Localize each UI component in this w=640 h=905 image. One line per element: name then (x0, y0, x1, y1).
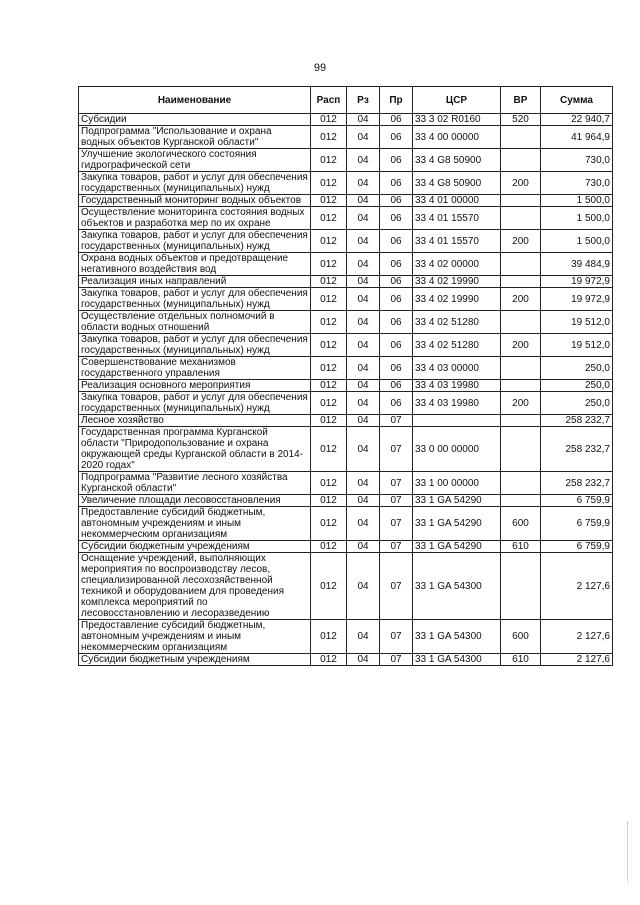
cell-rz: 04 (347, 311, 380, 334)
cell-rz: 04 (347, 620, 380, 654)
cell-sum: 6 759,9 (541, 495, 613, 507)
table-row (79, 553, 613, 620)
table-row (79, 357, 613, 380)
cell-pr: 07 (380, 495, 413, 507)
table-row (79, 507, 613, 541)
cell-rz: 04 (347, 472, 380, 495)
cell-rasp: 012 (311, 334, 347, 357)
cell-vr: 600 (501, 620, 541, 654)
cell-sum: 1 500,0 (541, 195, 613, 207)
cell-name: Осуществление отдельных полномочий в области водных отношений (79, 311, 311, 334)
cell-vr: 610 (501, 654, 541, 666)
cell-csr: 33 1 GA 54290 (413, 541, 501, 553)
cell-pr: 07 (380, 654, 413, 666)
cell-rz: 04 (347, 149, 380, 172)
table-row (79, 230, 613, 253)
cell-rz: 04 (347, 230, 380, 253)
table-row (79, 654, 613, 666)
cell-vr: 200 (501, 230, 541, 253)
cell-vr (501, 195, 541, 207)
cell-rz: 04 (347, 126, 380, 149)
header-vr: ВР (501, 87, 541, 114)
cell-rasp: 012 (311, 620, 347, 654)
cell-rz: 04 (347, 276, 380, 288)
cell-rz: 04 (347, 380, 380, 392)
header-rasp: Расп (311, 87, 347, 114)
cell-vr (501, 380, 541, 392)
cell-rasp: 012 (311, 172, 347, 195)
table-row (79, 114, 613, 126)
cell-rz: 04 (347, 553, 380, 620)
cell-vr: 600 (501, 507, 541, 541)
cell-pr: 06 (380, 392, 413, 415)
table-row (79, 334, 613, 357)
cell-csr: 33 4 01 00000 (413, 195, 501, 207)
cell-rz: 04 (347, 654, 380, 666)
cell-name: Совершенствование механизмов государственного управления (79, 357, 311, 380)
table-row (79, 288, 613, 311)
cell-rasp: 012 (311, 276, 347, 288)
cell-pr: 06 (380, 253, 413, 276)
header-name: Наименование (79, 87, 311, 114)
table-row (79, 149, 613, 172)
cell-sum: 2 127,6 (541, 553, 613, 620)
cell-csr: 33 1 GA 54300 (413, 553, 501, 620)
cell-name: Закупка товаров, работ и услуг для обеспечения государственных (муниципальных) нужд (79, 392, 311, 415)
cell-rasp: 012 (311, 114, 347, 126)
cell-name: Закупка товаров, работ и услуг для обеспечения государственных (муниципальных) нужд (79, 334, 311, 357)
cell-vr: 200 (501, 334, 541, 357)
cell-pr: 06 (380, 380, 413, 392)
cell-sum: 258 232,7 (541, 415, 613, 427)
cell-rasp: 012 (311, 357, 347, 380)
cell-csr: 33 4 02 19990 (413, 288, 501, 311)
cell-csr: 33 4 03 19980 (413, 392, 501, 415)
cell-rz: 04 (347, 195, 380, 207)
cell-pr: 06 (380, 288, 413, 311)
cell-name: Закупка товаров, работ и услуг для обеспечения государственных (муниципальных) нужд (79, 288, 311, 311)
cell-rasp: 012 (311, 507, 347, 541)
cell-csr: 33 0 00 00000 (413, 427, 501, 472)
table-row (79, 427, 613, 472)
cell-rz: 04 (347, 357, 380, 380)
cell-rz: 04 (347, 392, 380, 415)
cell-name: Улучшение экологического состояния гидрографической сети (79, 149, 311, 172)
cell-pr: 07 (380, 507, 413, 541)
cell-vr (501, 253, 541, 276)
cell-vr (501, 472, 541, 495)
cell-name: Субсидии бюджетным учреждениям (79, 541, 311, 553)
cell-csr: 33 4 01 15570 (413, 230, 501, 253)
cell-pr: 06 (380, 149, 413, 172)
cell-pr: 06 (380, 195, 413, 207)
cell-csr: 33 4 02 19990 (413, 276, 501, 288)
header-sum: Сумма (541, 87, 613, 114)
cell-rasp: 012 (311, 472, 347, 495)
table-row (79, 495, 613, 507)
cell-sum: 19 512,0 (541, 311, 613, 334)
cell-name: Субсидии бюджетным учреждениям (79, 654, 311, 666)
cell-csr (413, 415, 501, 427)
table-row (79, 541, 613, 553)
cell-vr: 200 (501, 172, 541, 195)
cell-sum: 41 964,9 (541, 126, 613, 149)
cell-csr: 33 4 G8 50900 (413, 172, 501, 195)
cell-rasp: 012 (311, 195, 347, 207)
cell-name: Предоставление субсидий бюджетным, автономным учреждениям и иным некоммерческим организациям (79, 620, 311, 654)
cell-sum: 250,0 (541, 380, 613, 392)
cell-rz: 04 (347, 507, 380, 541)
cell-vr (501, 149, 541, 172)
cell-name: Оснащение учреждений, выполняющих мероприятия по воспроизводству лесов, специализированной лесохозяйственной техникой и оборудованием для проведения комплекса мероприятий по лесовосстановлению и лесоразведению (79, 553, 311, 620)
table-row (79, 276, 613, 288)
cell-name: Государственный мониторинг водных объектов (79, 195, 311, 207)
cell-name: Увеличение площади лесовосстановления (79, 495, 311, 507)
scan-margin-mark (627, 822, 632, 882)
cell-name: Предоставление субсидий бюджетным, автономным учреждениям и иным некоммерческим организациям (79, 507, 311, 541)
cell-pr: 06 (380, 357, 413, 380)
cell-rasp: 012 (311, 495, 347, 507)
cell-pr: 06 (380, 276, 413, 288)
header-csr: ЦСР (413, 87, 501, 114)
cell-sum: 250,0 (541, 392, 613, 415)
table-row (79, 172, 613, 195)
cell-rasp: 012 (311, 541, 347, 553)
cell-csr: 33 1 GA 54300 (413, 620, 501, 654)
cell-vr (501, 427, 541, 472)
table-row (79, 380, 613, 392)
cell-pr: 06 (380, 311, 413, 334)
cell-sum: 1 500,0 (541, 230, 613, 253)
cell-name: Закупка товаров, работ и услуг для обеспечения государственных (муниципальных) нужд (79, 172, 311, 195)
table-header-row (79, 87, 613, 114)
cell-csr: 33 4 00 00000 (413, 126, 501, 149)
cell-csr: 33 4 02 51280 (413, 334, 501, 357)
cell-name: Закупка товаров, работ и услуг для обеспечения государственных (муниципальных) нужд (79, 230, 311, 253)
cell-pr: 07 (380, 541, 413, 553)
cell-name: Подпрограмма "Использование и охрана водных объектов Курганской области" (79, 126, 311, 149)
cell-csr: 33 4 01 15570 (413, 207, 501, 230)
cell-vr (501, 357, 541, 380)
cell-rz: 04 (347, 334, 380, 357)
cell-rasp: 012 (311, 149, 347, 172)
cell-csr: 33 4 02 00000 (413, 253, 501, 276)
cell-vr: 610 (501, 541, 541, 553)
cell-csr: 33 4 03 00000 (413, 357, 501, 380)
cell-name: Осуществление мониторинга состояния водных объектов и разработка мер по их охране (79, 207, 311, 230)
cell-sum: 6 759,9 (541, 507, 613, 541)
cell-name: Охрана водных объектов и предотвращение негативного воздействия вод (79, 253, 311, 276)
table-row (79, 415, 613, 427)
cell-rz: 04 (347, 415, 380, 427)
cell-name: Государственная программа Курганской области "Природопользование и охрана окружающей среды Курганской области в 2014-2020 годах" (79, 427, 311, 472)
cell-rasp: 012 (311, 392, 347, 415)
cell-sum: 2 127,6 (541, 654, 613, 666)
cell-sum: 258 232,7 (541, 472, 613, 495)
table-row (79, 392, 613, 415)
cell-rasp: 012 (311, 427, 347, 472)
cell-sum: 39 484,9 (541, 253, 613, 276)
table-row (79, 311, 613, 334)
cell-rasp: 012 (311, 288, 347, 311)
header-rz: Рз (347, 87, 380, 114)
cell-pr: 06 (380, 114, 413, 126)
header-pr: Пр (380, 87, 413, 114)
cell-rasp: 012 (311, 311, 347, 334)
cell-vr: 200 (501, 392, 541, 415)
budget-table (78, 86, 613, 666)
table-row (79, 253, 613, 276)
cell-rz: 04 (347, 114, 380, 126)
cell-pr: 07 (380, 415, 413, 427)
cell-sum: 250,0 (541, 357, 613, 380)
cell-vr: 520 (501, 114, 541, 126)
cell-pr: 07 (380, 620, 413, 654)
table-row (79, 472, 613, 495)
cell-rasp: 012 (311, 380, 347, 392)
cell-csr: 33 4 02 51280 (413, 311, 501, 334)
cell-vr: 200 (501, 288, 541, 311)
cell-pr: 07 (380, 472, 413, 495)
cell-csr: 33 1 GA 54300 (413, 654, 501, 666)
cell-csr: 33 1 GA 54290 (413, 507, 501, 541)
cell-sum: 6 759,9 (541, 541, 613, 553)
cell-sum: 730,0 (541, 172, 613, 195)
cell-vr (501, 126, 541, 149)
cell-pr: 07 (380, 553, 413, 620)
cell-sum: 19 972,9 (541, 288, 613, 311)
cell-pr: 06 (380, 230, 413, 253)
cell-pr: 06 (380, 334, 413, 357)
cell-rz: 04 (347, 172, 380, 195)
cell-rasp: 012 (311, 553, 347, 620)
cell-sum: 730,0 (541, 149, 613, 172)
cell-rz: 04 (347, 495, 380, 507)
cell-sum: 2 127,6 (541, 620, 613, 654)
cell-name: Реализация основного мероприятия (79, 380, 311, 392)
cell-rasp: 012 (311, 654, 347, 666)
cell-rz: 04 (347, 253, 380, 276)
cell-sum: 19 972,9 (541, 276, 613, 288)
table-row (79, 620, 613, 654)
table-row (79, 126, 613, 149)
cell-rasp: 012 (311, 230, 347, 253)
cell-csr: 33 1 GA 54290 (413, 495, 501, 507)
cell-name: Лесное хозяйство (79, 415, 311, 427)
cell-rasp: 012 (311, 253, 347, 276)
cell-csr: 33 4 03 19980 (413, 380, 501, 392)
cell-rz: 04 (347, 207, 380, 230)
cell-rasp: 012 (311, 207, 347, 230)
cell-pr: 06 (380, 126, 413, 149)
cell-rz: 04 (347, 427, 380, 472)
cell-pr: 07 (380, 427, 413, 472)
cell-sum: 22 940,7 (541, 114, 613, 126)
cell-sum: 258 232,7 (541, 427, 613, 472)
cell-rz: 04 (347, 288, 380, 311)
cell-pr: 06 (380, 207, 413, 230)
cell-sum: 1 500,0 (541, 207, 613, 230)
page-number: 99 (313, 62, 327, 74)
cell-vr (501, 495, 541, 507)
cell-vr (501, 553, 541, 620)
table-row (79, 195, 613, 207)
cell-name: Подпрограмма "Развитие лесного хозяйства Курганской области" (79, 472, 311, 495)
cell-name: Реализация иных направлений (79, 276, 311, 288)
table-row (79, 207, 613, 230)
cell-csr: 33 3 02 R0160 (413, 114, 501, 126)
cell-rasp: 012 (311, 126, 347, 149)
cell-pr: 06 (380, 172, 413, 195)
cell-name: Субсидии (79, 114, 311, 126)
cell-csr: 33 1 00 00000 (413, 472, 501, 495)
cell-rasp: 012 (311, 415, 347, 427)
table-body (79, 114, 613, 666)
cell-vr (501, 207, 541, 230)
cell-sum: 19 512,0 (541, 334, 613, 357)
cell-rz: 04 (347, 541, 380, 553)
cell-vr (501, 311, 541, 334)
cell-csr: 33 4 G8 50900 (413, 149, 501, 172)
cell-vr (501, 415, 541, 427)
cell-vr (501, 276, 541, 288)
